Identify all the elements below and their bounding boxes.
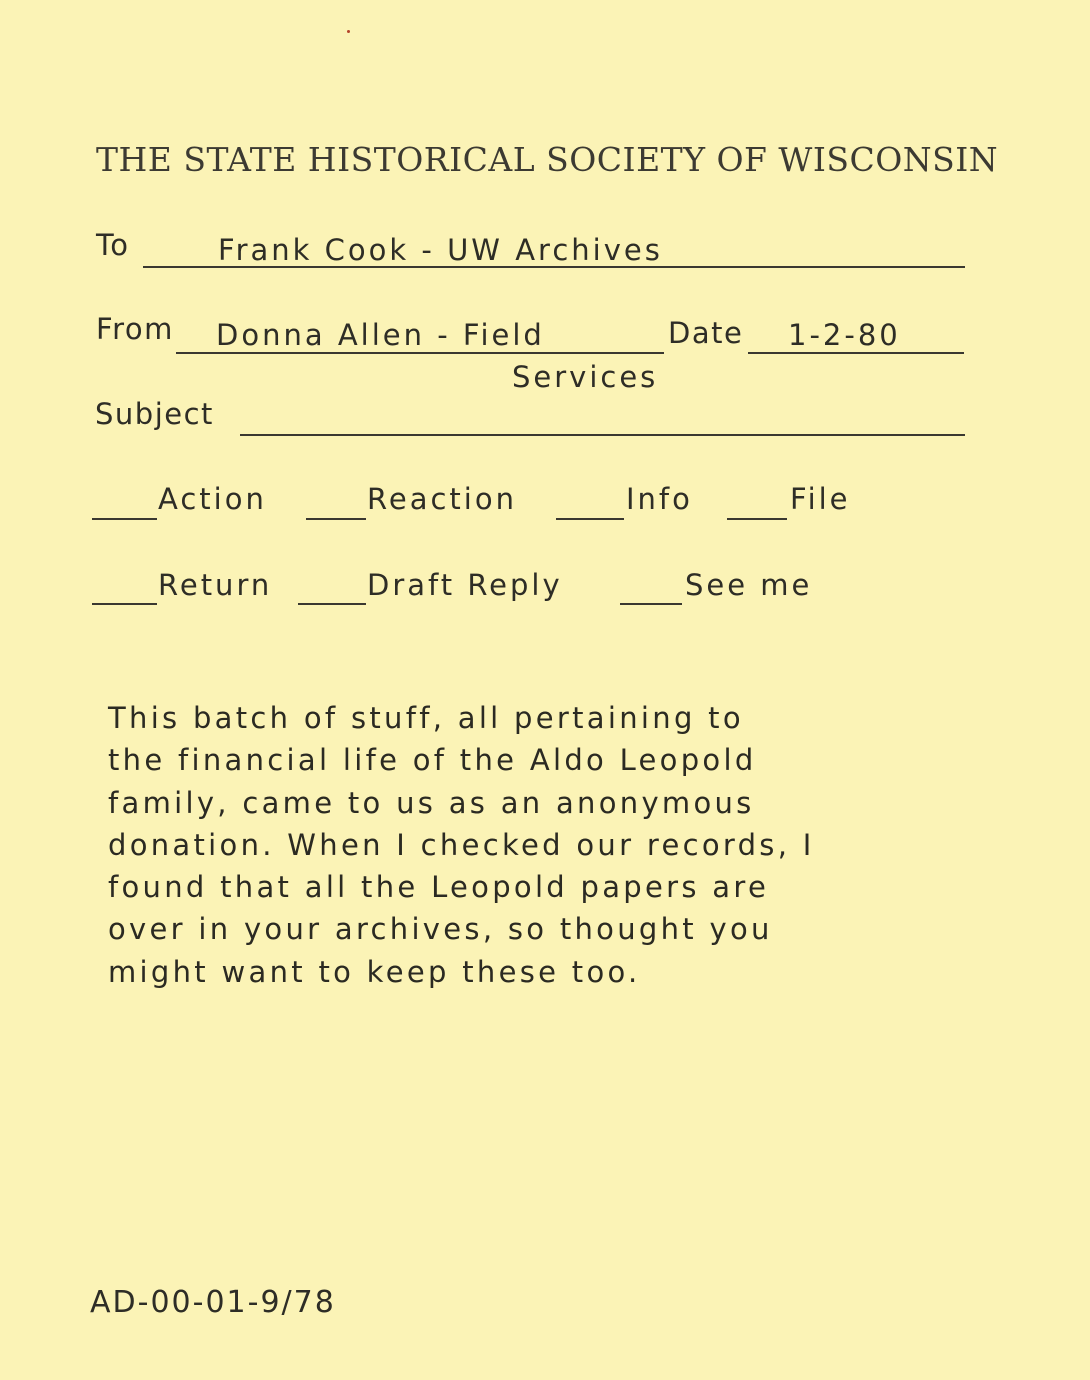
message-line: donation. When I checked our records, I [108,827,815,862]
ink-speck [347,30,350,33]
option-info: Info [626,482,693,516]
return-checkbox-line[interactable] [92,603,157,605]
option-action: Action [158,482,267,516]
option-see-me: See me [685,568,813,602]
message-line: over in your archives, so thought you [108,912,773,947]
option-draft-reply: Draft Reply [367,568,563,602]
draft-reply-checkbox-line[interactable] [298,603,366,605]
date-label: Date [668,316,744,350]
letterhead-title: THE STATE HISTORICAL SOCIETY OF WISCONSIN [96,140,999,179]
message-line: family, came to us as an anonymous [108,785,755,820]
from-value: Donna Allen - Field [216,318,545,352]
form-code: AD-00-01-9/78 [90,1285,336,1320]
option-file: File [790,482,851,516]
from-rule [176,352,664,354]
to-label: To [96,228,130,262]
to-value: Frank Cook - UW Archives [218,233,663,267]
memo-message [108,697,988,993]
info-checkbox-line[interactable] [556,518,624,520]
message-line: found that all the Leopold papers are [108,870,770,905]
subject-rule [240,434,965,436]
message-line: might want to keep these too. [108,954,641,989]
action-checkbox-line[interactable] [92,518,157,520]
see-me-checkbox-line[interactable] [620,603,682,605]
option-return: Return [158,568,273,602]
to-rule [143,266,965,268]
message-line: the financial life of the Aldo Leopold [108,743,757,778]
subject-label: Subject [95,397,214,431]
date-rule [748,352,964,354]
option-reaction: Reaction [367,482,517,516]
from-value-continued: Services [512,360,659,394]
reaction-checkbox-line[interactable] [306,518,366,520]
from-label: From [96,312,174,346]
file-checkbox-line[interactable] [727,518,787,520]
message-line: This batch of stuff, all pertaining to [108,701,744,735]
date-value: 1-2-80 [788,318,901,352]
